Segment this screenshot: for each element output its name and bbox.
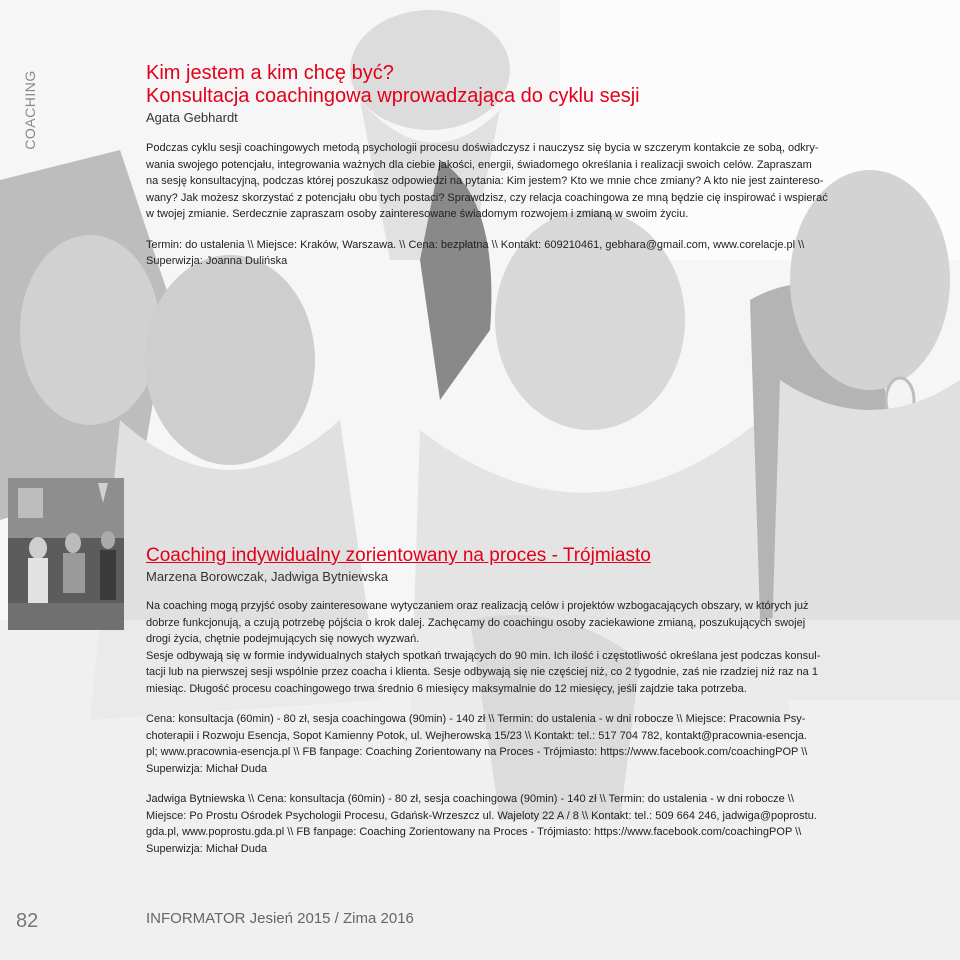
section-2-info1-line-1: Cena: konsultacja (60min) - 80 zł, sesja coachingowa (90min) - 140 zł \\ Termin: do ustalenia - w dni robocze \\ Miejsce: Pracownia Psy- — [146, 713, 806, 725]
section-1-supervision: Superwizja: Joanna Dulińska — [146, 255, 288, 267]
publication-title: INFORMATOR Jesień 2015 / Zima 2016 — [146, 910, 414, 927]
section-2-title: Coaching indywidualny zorientowany na proces - Trójmiasto — [146, 545, 651, 566]
section-1-title-line-2: Konsultacja coachingowa wprowadzająca do cyklu sesji — [146, 85, 640, 107]
section-2-line-4: Sesje odbywają się w formie indywidualnych stałych spotkań trwających do 90 min. Ich ilość i częstotliwość określana jest podczas konsul- — [146, 649, 821, 662]
section-2-info2-line-1: Jadwiga Bytniewska \\ Cena: konsultacja (60min) - 80 zł, sesja coachingowa (90min) - 140 zł \\ Termin: do ustalenia - w dni robocze \\ — [146, 793, 794, 805]
section-1-line-3: na sesję konsultacyjną, podczas której poszukasz odpowiedzi na pytania: Kim jestem? Kto we mnie chce zmiany? A kto nie jest zaintereso- — [146, 175, 824, 187]
section-1-line-4: wany? Jak możesz skorzystać z potencjału obu tych postaci? Sprawdzisz, czy relacja coachingowa ze mną będzie cię inspirować i wspierać — [146, 191, 828, 204]
section-1-title-line-1: Kim jestem a kim chcę być? — [146, 62, 394, 84]
section-2 — [146, 545, 906, 857]
section-2-authors: Marzena Borowczak, Jadwiga Bytniewska — [146, 569, 389, 584]
section-2-info2-line-2: Miejsce: Po Prostu Ośrodek Psychologii Procesu, Gdańsk-Wrzeszcz ul. Wajeloty 22 A / 8 \\ Kontakt: tel.: 509 664 246, jadwiga@poprostu. — [146, 809, 817, 822]
section-2-line-1: Na coaching mogą przyjść osoby zainteresowane wytyczaniem oraz realizacją celów i projektów wzbogacających obszary, w których już — [146, 600, 809, 612]
section-2-line-5: tacji lub na pierwszej sesji wspólnie przez coacha i klienta. Sesje odbywają się nie częściej niż, co 2 tygodnie, zaś nie rzadziej niż raz na 1 — [146, 666, 818, 678]
section-2-line-2: dobrze funkcjonują, a czują potrzebę pójścia o krok dalej. Zachęcamy do coachingu osoby zaciekawione zmianą, poszukujących swojej — [146, 616, 806, 629]
inset-photo — [8, 478, 124, 630]
section-1-line-5: w twojej zmianie. Serdecznie zapraszam osoby zainteresowane świadomym rozwojem i zmianą w swoim życiu. — [146, 208, 689, 220]
section-2-info1-line-2: choterapii i Rozwoju Esencja, Sopot Kamienny Potok, ul. Wejherowska 15/23 \\ Kontakt: tel.: 517 704 782, kontakt@pracownia-esencja. — [146, 729, 807, 742]
section-1-termin: Termin: do ustalenia \\ Miejsce: Kraków, Warszawa. \\ Cena: bezpłatna \\ Kontakt: 609210461, gebhara@gmail.com, www.corelacje.pl \\ — [146, 238, 805, 251]
section-2-info2-line-3: gda.pl, www.poprostu.gda.pl \\ FB fanpage: Coaching Zorientowany na Proces - Trójmiasto: https://www.facebook.com/coachingPOP \\ — [146, 826, 802, 838]
section-1-author: Agata Gebhardt — [146, 110, 238, 125]
section-2-info1-line-3: pl; www.pracownia-esencja.pl \\ FB fanpage: Coaching Zorientowany na Proces - Trójmiasto: https://www.facebook.com/coachingPOP \\ — [146, 746, 808, 758]
section-2-info1-supervision: Superwizja: Michał Duda — [146, 762, 268, 775]
section-1 — [146, 62, 906, 270]
section-1-line-2: wania swojego potencjału, integrowania ważnych dla ciebie jakości, energii, świadomego określania i realizacji swoich celów. Zapraszam — [146, 158, 812, 171]
section-2-line-3: drogi życia, chętnie podejmujących się nowych wyzwań. — [146, 633, 420, 645]
page-number: 82 — [16, 910, 39, 932]
section-2-info2-supervision: Superwizja: Michał Duda — [146, 842, 268, 855]
section-1-line-1: Podczas cyklu sesji coachingowych metodą psychologii procesu doświadczysz i nauczysz się bycia w szczerym kontakcie ze sobą, odkry- — [146, 142, 819, 154]
side-section-label: COACHING — [22, 70, 38, 150]
section-2-line-6: miesiąc. Długość procesu coachingowego trwa średnio 6 miesięcy maksymalnie do 12 miesięcy, jeśli zajdzie taka potrzeba. — [146, 682, 747, 695]
